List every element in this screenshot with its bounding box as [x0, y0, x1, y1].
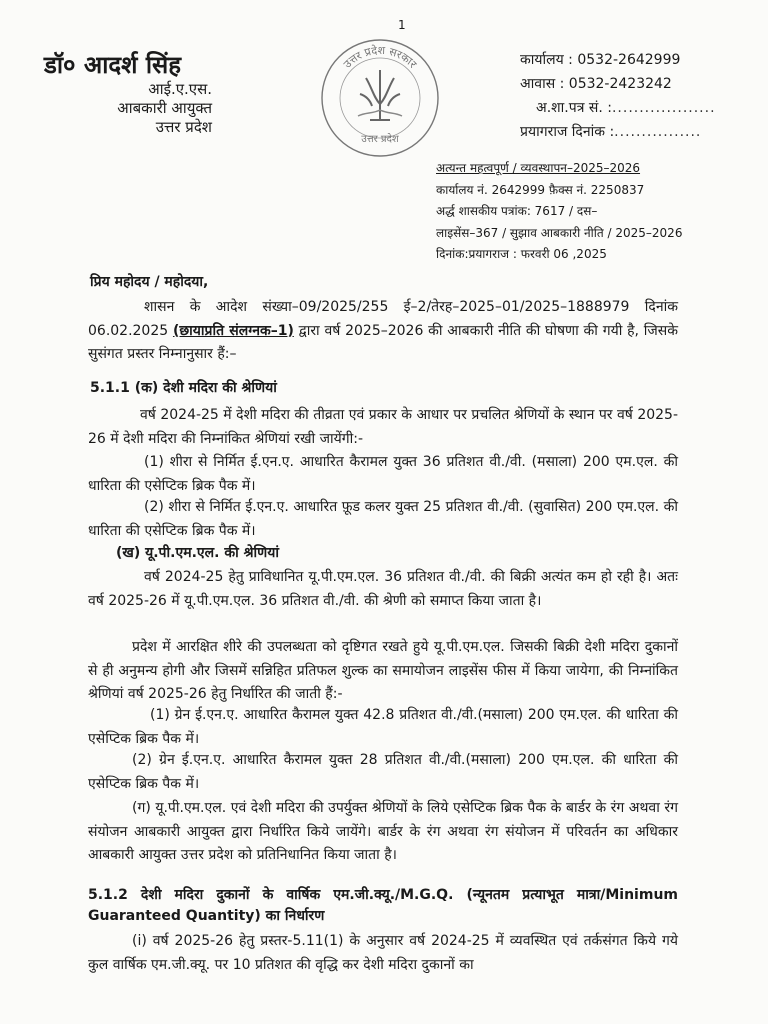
officer-state: उत्तर प्रदेश [155, 118, 212, 136]
grain-item-2: (2) ग्रेन ई.एन.ए. आधारित कैरामल युक्त 28 प्रतिशत वी./वी.(मसाला) 200 एम.एल. की धारिता की एसेप्टिक ब्रिक पैक में। [88, 752, 678, 792]
officer-name: डॉ० आदर्श सिंह [44, 51, 182, 79]
officer-designation-block [117, 80, 212, 137]
state-emblem-seal [316, 34, 444, 162]
grain-item-1: (1) ग्रेन ई.एन.ए. आधारित कैरामल युक्त 42.8 प्रतिशत वी./वी.(मसाला) 200 एम.एल. की धारिता की एसेप्टिक ब्रिक पैक में। [88, 707, 678, 747]
reference-block [436, 158, 682, 266]
category-item-2: (2) शीरा से निर्मित ई.एन.ए. आधारित फ़ूड कलर युक्त 25 प्रतिशत वी./वी. (सुवासित) 200 एम.एल. की धारिता की एसेप्टिक ब्रिक पैक में। [88, 499, 678, 539]
intro-paragraph: शासन के आदेश संख्या–09/2025/255 ई–2/तेरह–2025–01/2025–1888979 दिनांक 06.02.2025 (छायाप्रति संलग्नक–1) द्वारा वर्ष 2025–2026 की आबकारी नीति की घोषणा की गयी है, जिसके सुसंगत प्रस्तर निम्नानुसार हैं:– [88, 299, 679, 362]
residence-phone: आवास : 0532-2423242 [520, 76, 672, 92]
place-date: प्रयागराज दिनांक :................ [520, 124, 702, 140]
seal-text-top: उत्तर प्रदेश सरकार [340, 43, 420, 71]
officer-designation: आबकारी आयुक्त [117, 99, 212, 117]
section-512-para-i: (i) वर्ष 2025-26 हेतु प्रस्तर-5.11(1) के अनुसार वर्ष 2024-25 में व्यवस्थित एवं तर्कसंगत किये गये कुल वार्षिक एम.जी.क्यू. पर 10 प्रतिशत की वृद्धि कर देशी मदिरा दुकानों का [88, 933, 678, 973]
reference-subject: अत्यन्त महत्वपूर्ण / व्यवस्थापन–2025–2026 [436, 161, 641, 175]
section-511-intro: वर्ष 2024-25 में देशी मदिरा की तीव्रता एवं प्रकार के आधार पर प्रचलित श्रेणियों के स्थान पर वर्ष 2025-26 में देशी मदिरा की निम्नांकित श्रेणियां रखी जायेंगी:- [88, 407, 678, 447]
attachment-note: (छायाप्रति संलग्नक–1) [172, 322, 294, 339]
officer-service: आई.ए.एस. [148, 80, 212, 98]
reference-date: दिनांक:प्रयागराज : फरवरी 06 ,2025 [436, 247, 607, 261]
upml-paragraph: वर्ष 2024-25 हेतु प्राविधानित यू.पी.एम.एल. 36 प्रतिशत वी./वी. की बिक्री अत्यंत कम हो रही है। अतः वर्ष 2025-26 में यू.पी.एम.एल. 36 प्रतिशत वी./वी. की श्रेणी को समाप्त किया जाता है। [88, 569, 678, 609]
seal-text-bottom: उत्तर प्रदेश [361, 134, 399, 145]
section-511-heading: 5.1.1 (क) देशी मदिरा की श्रेणियां [90, 380, 277, 396]
svg-text:उत्तर प्रदेश सरकार [341, 44, 420, 71]
upml-categories-heading: (ख) यू.पी.एम.एल. की श्रेणियां [116, 545, 279, 561]
reserved-molasses-paragraph: प्रदेश में आरक्षित शीरे की उपलब्धता को दृष्टिगत रखते हुये यू.पी.एम.एल. जिसकी बिक्री देशी मदिरा दुकानों से ही अनुमन्य होगी और जिसमें सन्निहित प्रतिफल शुल्क का समायोजन लाइसेंस फीस में किया जायेगा, की निम्नांकित श्रेणियां वर्ष 2025-26 हेतु निर्धारित की जाती हैं:- [88, 639, 678, 702]
reference-office-fax: कार्यालय नं. 2642999 फ़ैक्स नं. 2250837 [436, 182, 645, 197]
do-letter-number: अ.शा.पत्र सं. :................... [536, 100, 716, 116]
office-phone: कार्यालय : 0532-2642999 [520, 52, 681, 68]
salutation: प्रिय महोदय / महोदया, [90, 274, 209, 290]
page-number: 1 [398, 18, 406, 32]
reference-letter-no: अर्द्ध शासकीय पत्रांक: 7617 / दस– [436, 204, 598, 218]
reference-licence: लाइसेंस–367 / सुझाव आबकारी नीति / 2025–2026 [436, 225, 683, 240]
section-512-heading: 5.1.2 देशी मदिरा दुकानों के वार्षिक एम.जी.क्यू./M.G.Q. (न्यूनतम प्रत्याभूत मात्रा/Minimum Guaranteed Quantity) का निर्धारण [88, 887, 678, 924]
paragraph-g: (ग) यू.पी.एम.एल. एवं देशी मदिरा की उपर्युक्त श्रेणियों के लिये एसेप्टिक ब्रिक पैक के बार्डर के रंग अथवा रंग संयोजन आबकारी आयुक्त द्वारा निर्धारित किये जायेंगे। बार्डर के रंग अथवा रंग संयोजन में परिवर्तन का अधिकार आबकारी आयुक्त उत्तर प्रदेश को प्रतिनिधानित किया जाता है। [88, 800, 678, 863]
category-item-1: (1) शीरा से निर्मित ई.एन.ए. आधारित कैरामल युक्त 36 प्रतिशत वी./वी. (मसाला) 200 एम.एल. की धारिता की एसेप्टिक ब्रिक पैक में। [88, 454, 678, 494]
contact-block [520, 48, 716, 144]
